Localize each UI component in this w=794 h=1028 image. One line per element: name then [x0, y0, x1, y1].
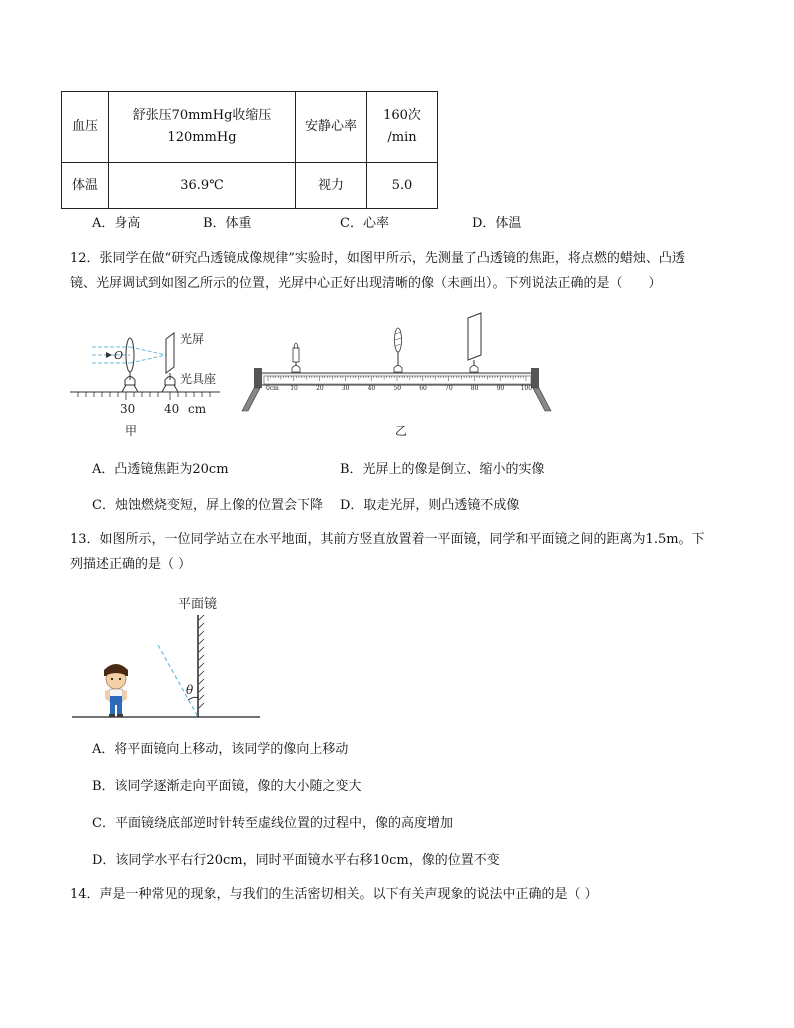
q13-stem-line1: 13．如图所示，一位同学站立在水平地面，其前方竖直放置着一平面镜，同学和平面镜之间的距离为1.5m。下: [70, 532, 705, 547]
unit-cm: cm: [188, 402, 207, 416]
ruler-label: 50: [393, 385, 402, 392]
tick-40: 40: [164, 402, 180, 416]
tick-30: 30: [120, 402, 136, 416]
cell-text: 120mmHg: [167, 130, 237, 145]
table-cell: [296, 163, 367, 209]
q13-option-b[interactable]: B．该同学逐渐走向平面镜，像的大小随之变大: [92, 779, 362, 794]
cell-text: 血压: [71, 119, 98, 134]
cell-text: 体温: [71, 177, 98, 193]
label-screen: 光屏: [180, 332, 205, 346]
cell-text: 5.0: [391, 177, 413, 193]
label-mirror: 平面镜: [178, 597, 218, 612]
q13-stem-line2: 列描述正确的是（ ）: [70, 557, 192, 572]
q12-option-d[interactable]: D．取走光屏，则凸透镜不成像: [340, 498, 520, 513]
q12-stem-line2: 镜、光屏调试到如图乙所示的位置，光屏中心正好出现清晰的像（未画出）。下列说法正确的是（ ）: [70, 276, 662, 291]
q13-option-a[interactable]: A．将平面镜向上移动，该同学的像向上移动: [92, 742, 349, 757]
label-o: O: [114, 349, 124, 362]
table-cell: [367, 163, 438, 209]
ruler-label: 40: [367, 385, 376, 392]
q11-option-a[interactable]: A．身高: [92, 216, 141, 231]
q13-option-d[interactable]: D．该同学水平右行20cm，同时平面镜水平右移10cm，像的位置不变: [92, 853, 500, 868]
cell-text: 视力: [317, 177, 344, 193]
table-cell: [296, 92, 367, 163]
ruler-label: 70: [445, 385, 453, 392]
label-theta: θ: [186, 683, 194, 697]
cell-text: /min: [387, 130, 417, 145]
q11-option-c[interactable]: C．心率: [340, 216, 389, 231]
table-row: [62, 163, 438, 209]
cell-text: 36.9℃: [180, 177, 224, 193]
ruler-label: 60: [419, 385, 427, 392]
table-cell: [62, 163, 109, 209]
caption-jia: 甲: [125, 424, 138, 438]
q12-option-c[interactable]: C．烛蚀燃烧变短，屏上像的位置会下降: [92, 498, 323, 513]
cell-text: 160次: [383, 108, 421, 123]
q12-option-a[interactable]: A．凸透镜焦距为20cm: [92, 462, 229, 477]
table-row: [62, 92, 438, 163]
convex-lens: [394, 328, 402, 372]
ruler-label: 20: [316, 385, 324, 392]
q11-option-b[interactable]: B．体重: [203, 216, 252, 231]
cell-text: 安静心率: [304, 119, 357, 134]
candle: [292, 343, 300, 372]
q12-option-b[interactable]: B．光屏上的像是倒立、缩小的实像: [340, 462, 545, 477]
figure-yi: [240, 310, 560, 440]
table-cell: [367, 92, 438, 163]
ruler-label: 80: [470, 385, 479, 392]
ruler-label: 100: [520, 385, 533, 392]
q12-stem-line1: 12．张同学在做“研究凸透镜成像规律”实验时，如图甲所示，先测量了凸透镜的焦距，将点燃的蜡烛、凸透: [70, 251, 685, 266]
ruler-label: 90: [496, 385, 505, 392]
q13-option-c[interactable]: C．平面镜绕底部逆时针转至虚线位置的过程中，像的高度增加: [92, 816, 453, 831]
figure-mirror: [70, 590, 270, 725]
light-screen: [468, 313, 481, 372]
caption-yi: 乙: [395, 424, 408, 438]
q14-stem-line1: 14．声是一种常见的现象，与我们的生活密切相关。以下有关声现象的说法中正确的是（ ）: [70, 887, 598, 902]
q11-option-d[interactable]: D．体温: [472, 216, 522, 231]
vital-signs-table: [61, 91, 438, 209]
student-figure: [104, 664, 128, 717]
ruler-label: 10: [290, 385, 298, 392]
figure-jia: [70, 325, 240, 440]
ruler-label: 0cm: [266, 385, 279, 392]
label-bench: 光具座: [180, 372, 217, 386]
table-cell: [109, 163, 296, 209]
table-cell: [109, 92, 296, 163]
ruler-label: 30: [341, 385, 350, 392]
cell-text: 舒张压70mmHg收缩压: [132, 108, 272, 123]
table-cell: [62, 92, 109, 163]
